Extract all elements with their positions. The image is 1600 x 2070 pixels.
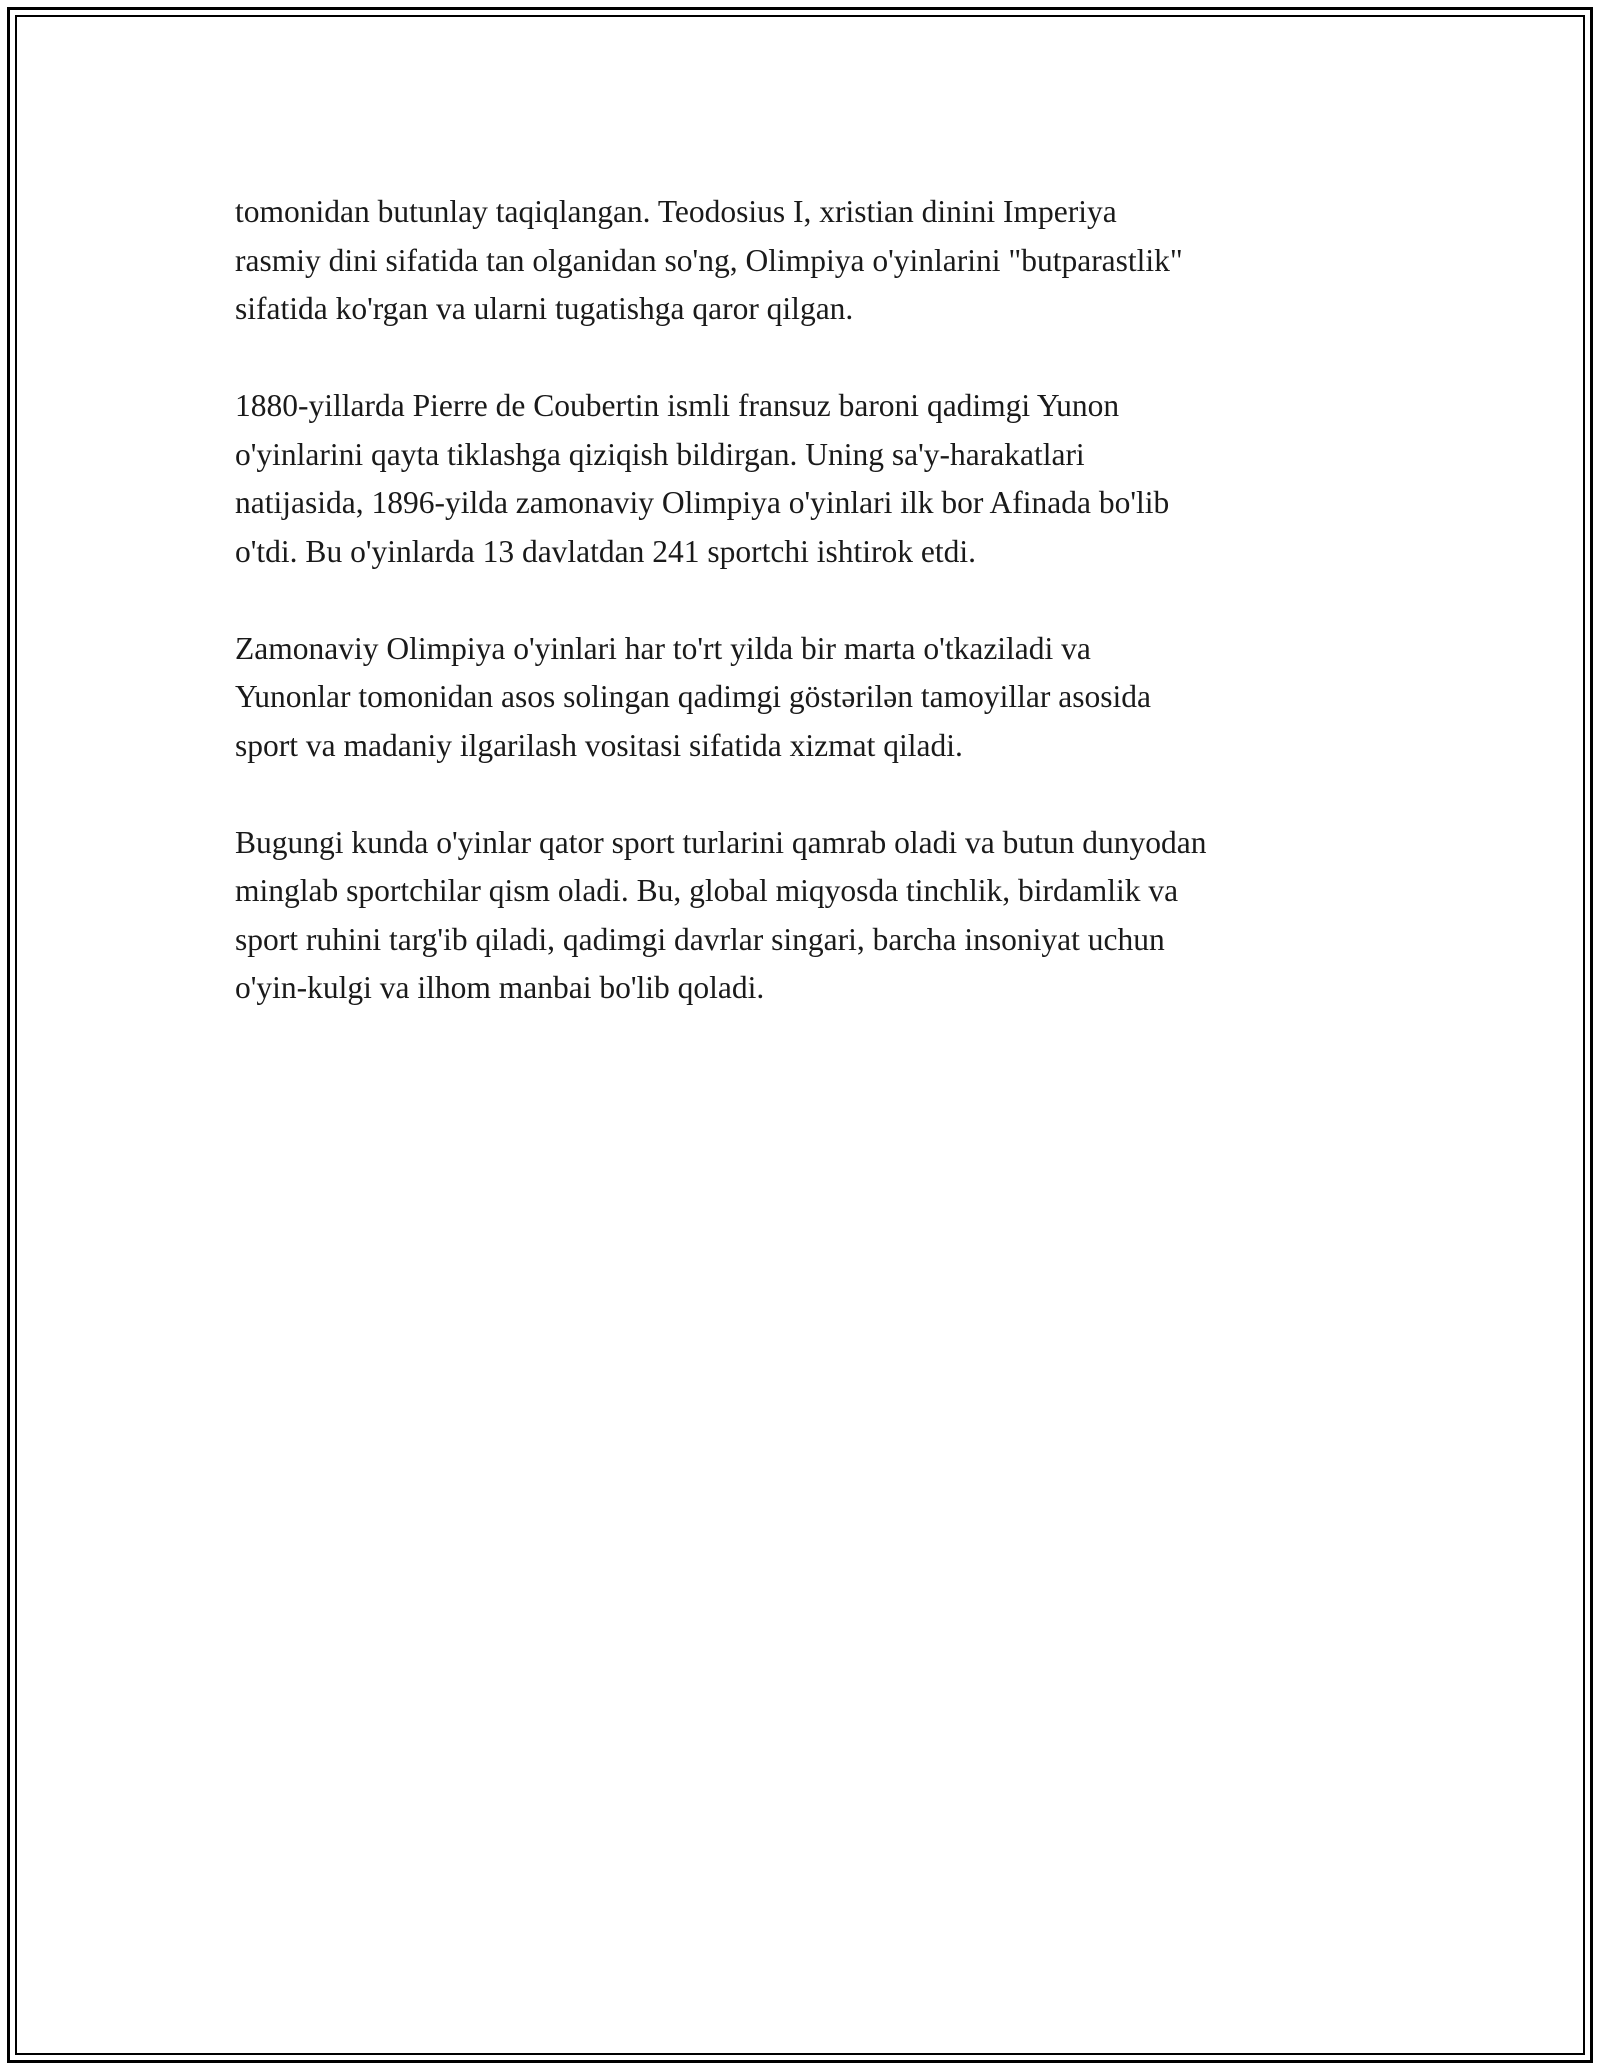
paragraph-4 bbox=[235, 819, 1395, 1013]
text-line: o'yinlarini qayta tiklashga qiziqish bildirgan. Uning sa'y-harakatlari bbox=[235, 436, 1085, 472]
text-line: Yunonlar tomonidan asos solingan qadimgi göstərilən tamoyillar asosida bbox=[235, 679, 1151, 714]
text-line: minglab sportchilar qism oladi. Bu, global miqyosda tinchlik, birdamlik va bbox=[235, 873, 1179, 908]
text-line: sport va madaniy ilgarilash vositasi sifatida xizmat qiladi. bbox=[235, 727, 963, 763]
text-line: Bugungi kunda o'yinlar qator sport turlarini qamrab oladi va butun dunyodan bbox=[235, 824, 1207, 860]
text-line: rasmiy dini sifatida tan olganidan so'ng, Olimpiya o'yinlarini "butparastlik" bbox=[235, 242, 1183, 278]
document-body bbox=[235, 188, 1395, 1061]
text-line: Zamonaviy Olimpiya o'yinlari har to'rt yilda bir marta o'tkaziladi va bbox=[235, 630, 1091, 666]
text-line: o'yin-kulgi va ilhom manbai bo'lib qoladi. bbox=[235, 970, 765, 1005]
text-line: sifatida ko'rgan va ularni tugatishga qaror qilgan. bbox=[235, 291, 854, 326]
paragraph-3 bbox=[235, 625, 1395, 771]
text-line: natijasida, 1896-yilda zamonaviy Olimpiya o'yinlari ilk bor Afinada bo'lib bbox=[235, 485, 1170, 520]
text-line: sport ruhini targ'ib qiladi, qadimgi davrlar singari, barcha insoniyat uchun bbox=[235, 921, 1165, 957]
paragraph-2 bbox=[235, 382, 1395, 576]
text-line: 1880-yillarda Pierre de Coubertin ismli fransuz baroni qadimgi Yunon bbox=[235, 388, 1120, 423]
text-line: o'tdi. Bu o'yinlarda 13 davlatdan 241 sportchi ishtirok etdi. bbox=[235, 533, 976, 569]
paragraph-1 bbox=[235, 188, 1395, 334]
text-line: tomonidan butunlay taqiqlangan. Teodosius I, xristian dinini Imperiya bbox=[235, 194, 1117, 229]
